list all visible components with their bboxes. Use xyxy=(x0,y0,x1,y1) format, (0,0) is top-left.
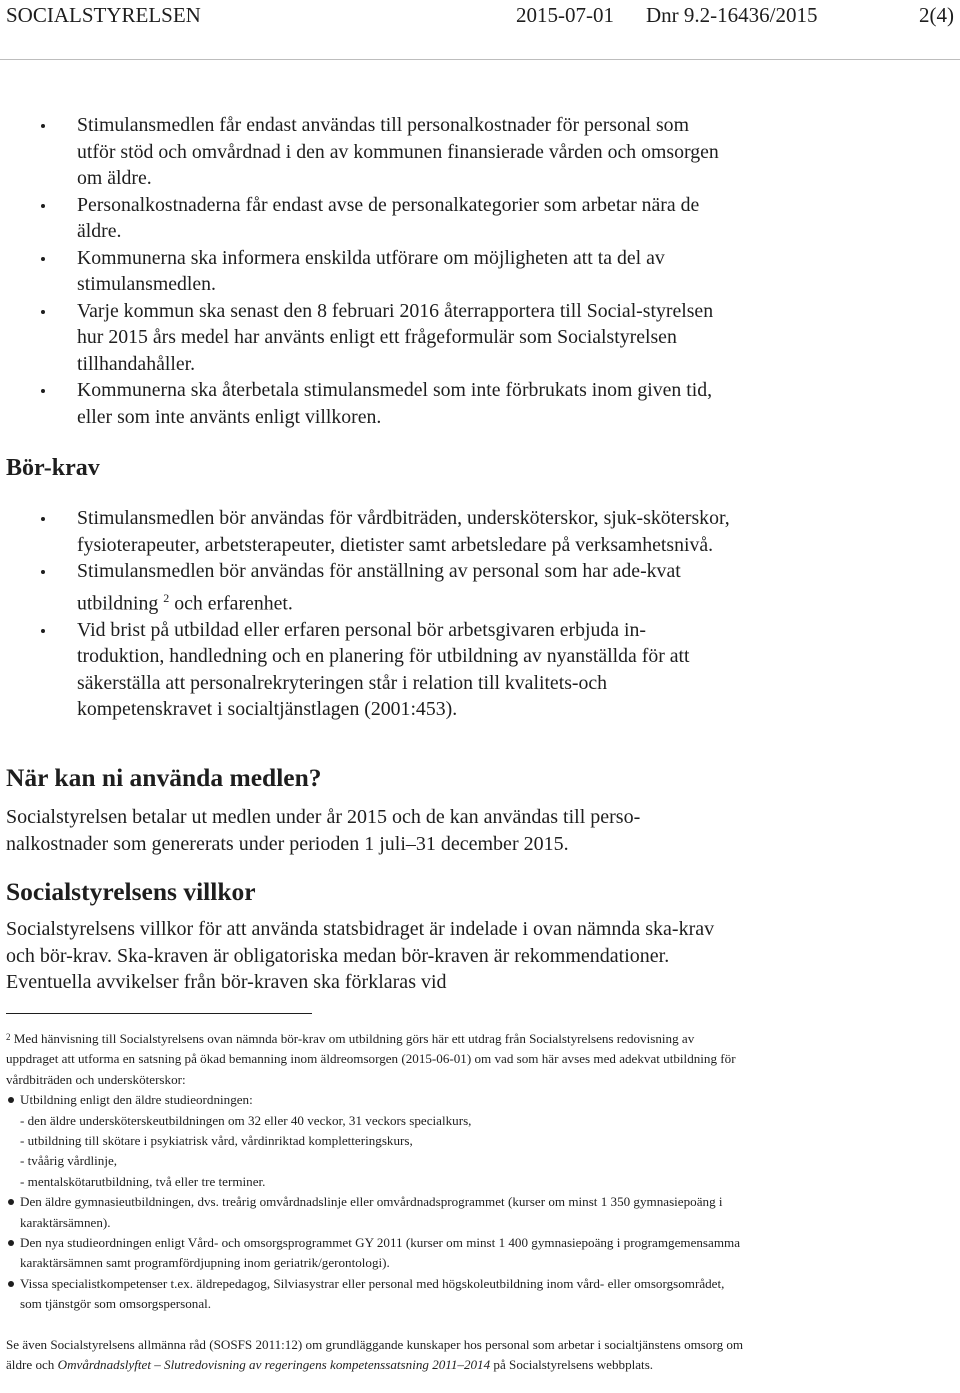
footnote-divider xyxy=(6,1013,312,1014)
footnote-see-also: Se även Socialstyrelsens allmänna råd (SOSFS 2011:12) om grundläggande kunskaper hos personal som arbetar i socialtjänstens omsorg om äldre och Omvårdnadslyftet – Slutredovisning av regeringens kompetenssatsning 2011–2014 på Socialstyrelsens webbplats. xyxy=(6,1336,744,1373)
list-item: Kommunerna ska informera enskilda utförare om möjligheten att ta del av stimulansmedlen. xyxy=(0,245,732,298)
footnote-subitem: - tvåårig vårdlinje, xyxy=(20,1153,118,1169)
bullet-icon xyxy=(41,124,45,128)
list-item: Vid brist på utbildad eller erfaren personal bör arbetsgivaren erbjuda in-troduktion, handledning och en planering för utbildning av nyanställda för att säkerställa att personalrekryteringen står i relation till kvalitets-och kompetenskravet i socialtjänstlagen (2001:453). xyxy=(0,617,732,723)
list-item: Kommunerna ska återbetala stimulansmedel som inte förbrukats inom given tid, eller som inte använts enligt villkoren. xyxy=(0,377,732,430)
bullet-icon xyxy=(41,629,45,633)
bullet-icon xyxy=(41,204,45,208)
bullet-icon xyxy=(8,1281,14,1287)
bor-krav-heading: Bör-krav xyxy=(6,455,100,481)
header-org: SOCIALSTYRELSEN xyxy=(6,3,201,27)
bullet-icon xyxy=(41,570,45,574)
bullet-icon xyxy=(41,389,45,393)
list-item: Personalkostnaderna får endast avse de personalkategorier som arbetar nära de äldre. xyxy=(0,192,732,245)
footnote-list-item: Utbildning enligt den äldre studieordningen: - den äldre undersköterskeutbildningen om 32 eller 40 veckor, 31 veckors specialkurs, - utbildning till skötare i psykiatrisk vård, vårdinriktad kompletteringskurs, - tvåårig vårdlinje, - mentalskötarutbildning, två eller tre terminer. xyxy=(6,1090,746,1192)
bullet-icon xyxy=(8,1097,14,1103)
footnote-list-item: Vissa specialistkompetenser t.ex. äldrepedagog, Silviasystrar eller personal med högskoleutbildning inom vård- eller omsorgsområdet, som tjänstgör som omsorgspersonal. xyxy=(6,1274,746,1315)
list-item: Stimulansmedlen får endast användas till personalkostnader för personal som utför stöd och omvårdnad i den av kommunen finansierade vården och omsorgen om äldre. xyxy=(0,112,732,192)
footnote xyxy=(6,1029,746,1376)
page-header xyxy=(6,2,954,32)
bullet-icon xyxy=(8,1199,14,1205)
bor-krav-list xyxy=(0,505,960,723)
footnote-sublist xyxy=(20,1111,746,1193)
header-divider xyxy=(0,59,960,60)
ska-krav-list xyxy=(0,112,960,430)
footnote-list-item: Den äldre gymnasieutbildningen, dvs. treårig omvårdnadslinje eller omvårdnadsprogrammet (kurser om minst 1 350 gymnasiepoäng i karaktärsämnen). xyxy=(6,1192,746,1233)
villkor-heading: Socialstyrelsens villkor xyxy=(6,877,256,906)
when-heading: När kan ni använda medlen? xyxy=(6,763,322,792)
header-page-number: 2(4) xyxy=(919,3,954,27)
footnote-number: 2 xyxy=(6,1032,11,1042)
footnote-subitem: - den äldre undersköterskeutbildningen om 32 eller 40 veckor, 31 veckors specialkurs, xyxy=(20,1112,472,1128)
list-item: Varje kommun ska senast den 8 februari 2016 återrapportera till Social-styrelsen hur 2015 års medel har använts enligt ett frågeformulär som Socialstyrelsen tillhandahåller. xyxy=(0,298,732,378)
when-paragraph: Socialstyrelsen betalar ut medlen under år 2015 och de kan användas till perso-nalkostnader som genererats under perioden 1 juli–31 december 2015. xyxy=(6,806,641,855)
list-item: Stimulansmedlen bör användas för anställning av personal som har ade-kvat utbildning $^2$ och erfarenhet. xyxy=(0,558,732,617)
footnote-reference[interactable]: 2 xyxy=(163,590,170,605)
header-date: 2015-07-01 xyxy=(516,3,614,27)
header-dnr: Dnr 9.2-16436/2015 xyxy=(646,3,818,27)
list-item: Stimulansmedlen bör användas för vårdbiträden, undersköterskor, sjuk-sköterskor, fysioterapeuter, arbetsterapeuter, dietister samt arbetsledare på verksamhetsnivå. xyxy=(0,505,732,558)
bullet-icon xyxy=(41,310,45,314)
report-title-link: Omvårdnadslyftet – Slutredovisning av regeringens kompetenssatsning 2011–2014 xyxy=(57,1357,491,1373)
bullet-icon xyxy=(41,517,45,521)
villkor-paragraph: Socialstyrelsens villkor för att använda statsbidraget är indelade i ovan nämnda ska-krav och bör-krav. Ska-kraven är obligatoriska medan bör-kraven är rekommendationer. Eventuella avvikelser från bör-kraven ska förklaras vid xyxy=(6,918,715,993)
footnote-intro: $^2$ Med hänvisning till Socialstyrelsens ovan nämnda bör-krav om utbildning görs här ett utdrag från Socialstyrelsens redovisning av uppdraget att utforma en satsning på ökad bemanning inom äldreomsorgen (2015-06-01) om vad som här avses med adekvat utbildning för vårdbiträden och undersköterskor: xyxy=(6,1031,736,1087)
bullet-icon xyxy=(41,257,45,261)
bullet-icon xyxy=(8,1240,14,1246)
footnote-subitem: - mentalskötarutbildning, två eller tre terminer. xyxy=(20,1173,266,1189)
footnote-subitem: - utbildning till skötare i psykiatrisk vård, vårdinriktad kompletteringskurs, xyxy=(20,1133,413,1149)
footnote-list-item: Den nya studieordningen enligt Vård- och omsorgsprogrammet GY 2011 (kurser om minst 1 400 gymnasiepoäng i programgemensamma karaktärsämnen samt programfördjupning inom geriatrik/gerontologi). xyxy=(6,1233,746,1274)
footnote-list xyxy=(6,1090,746,1314)
